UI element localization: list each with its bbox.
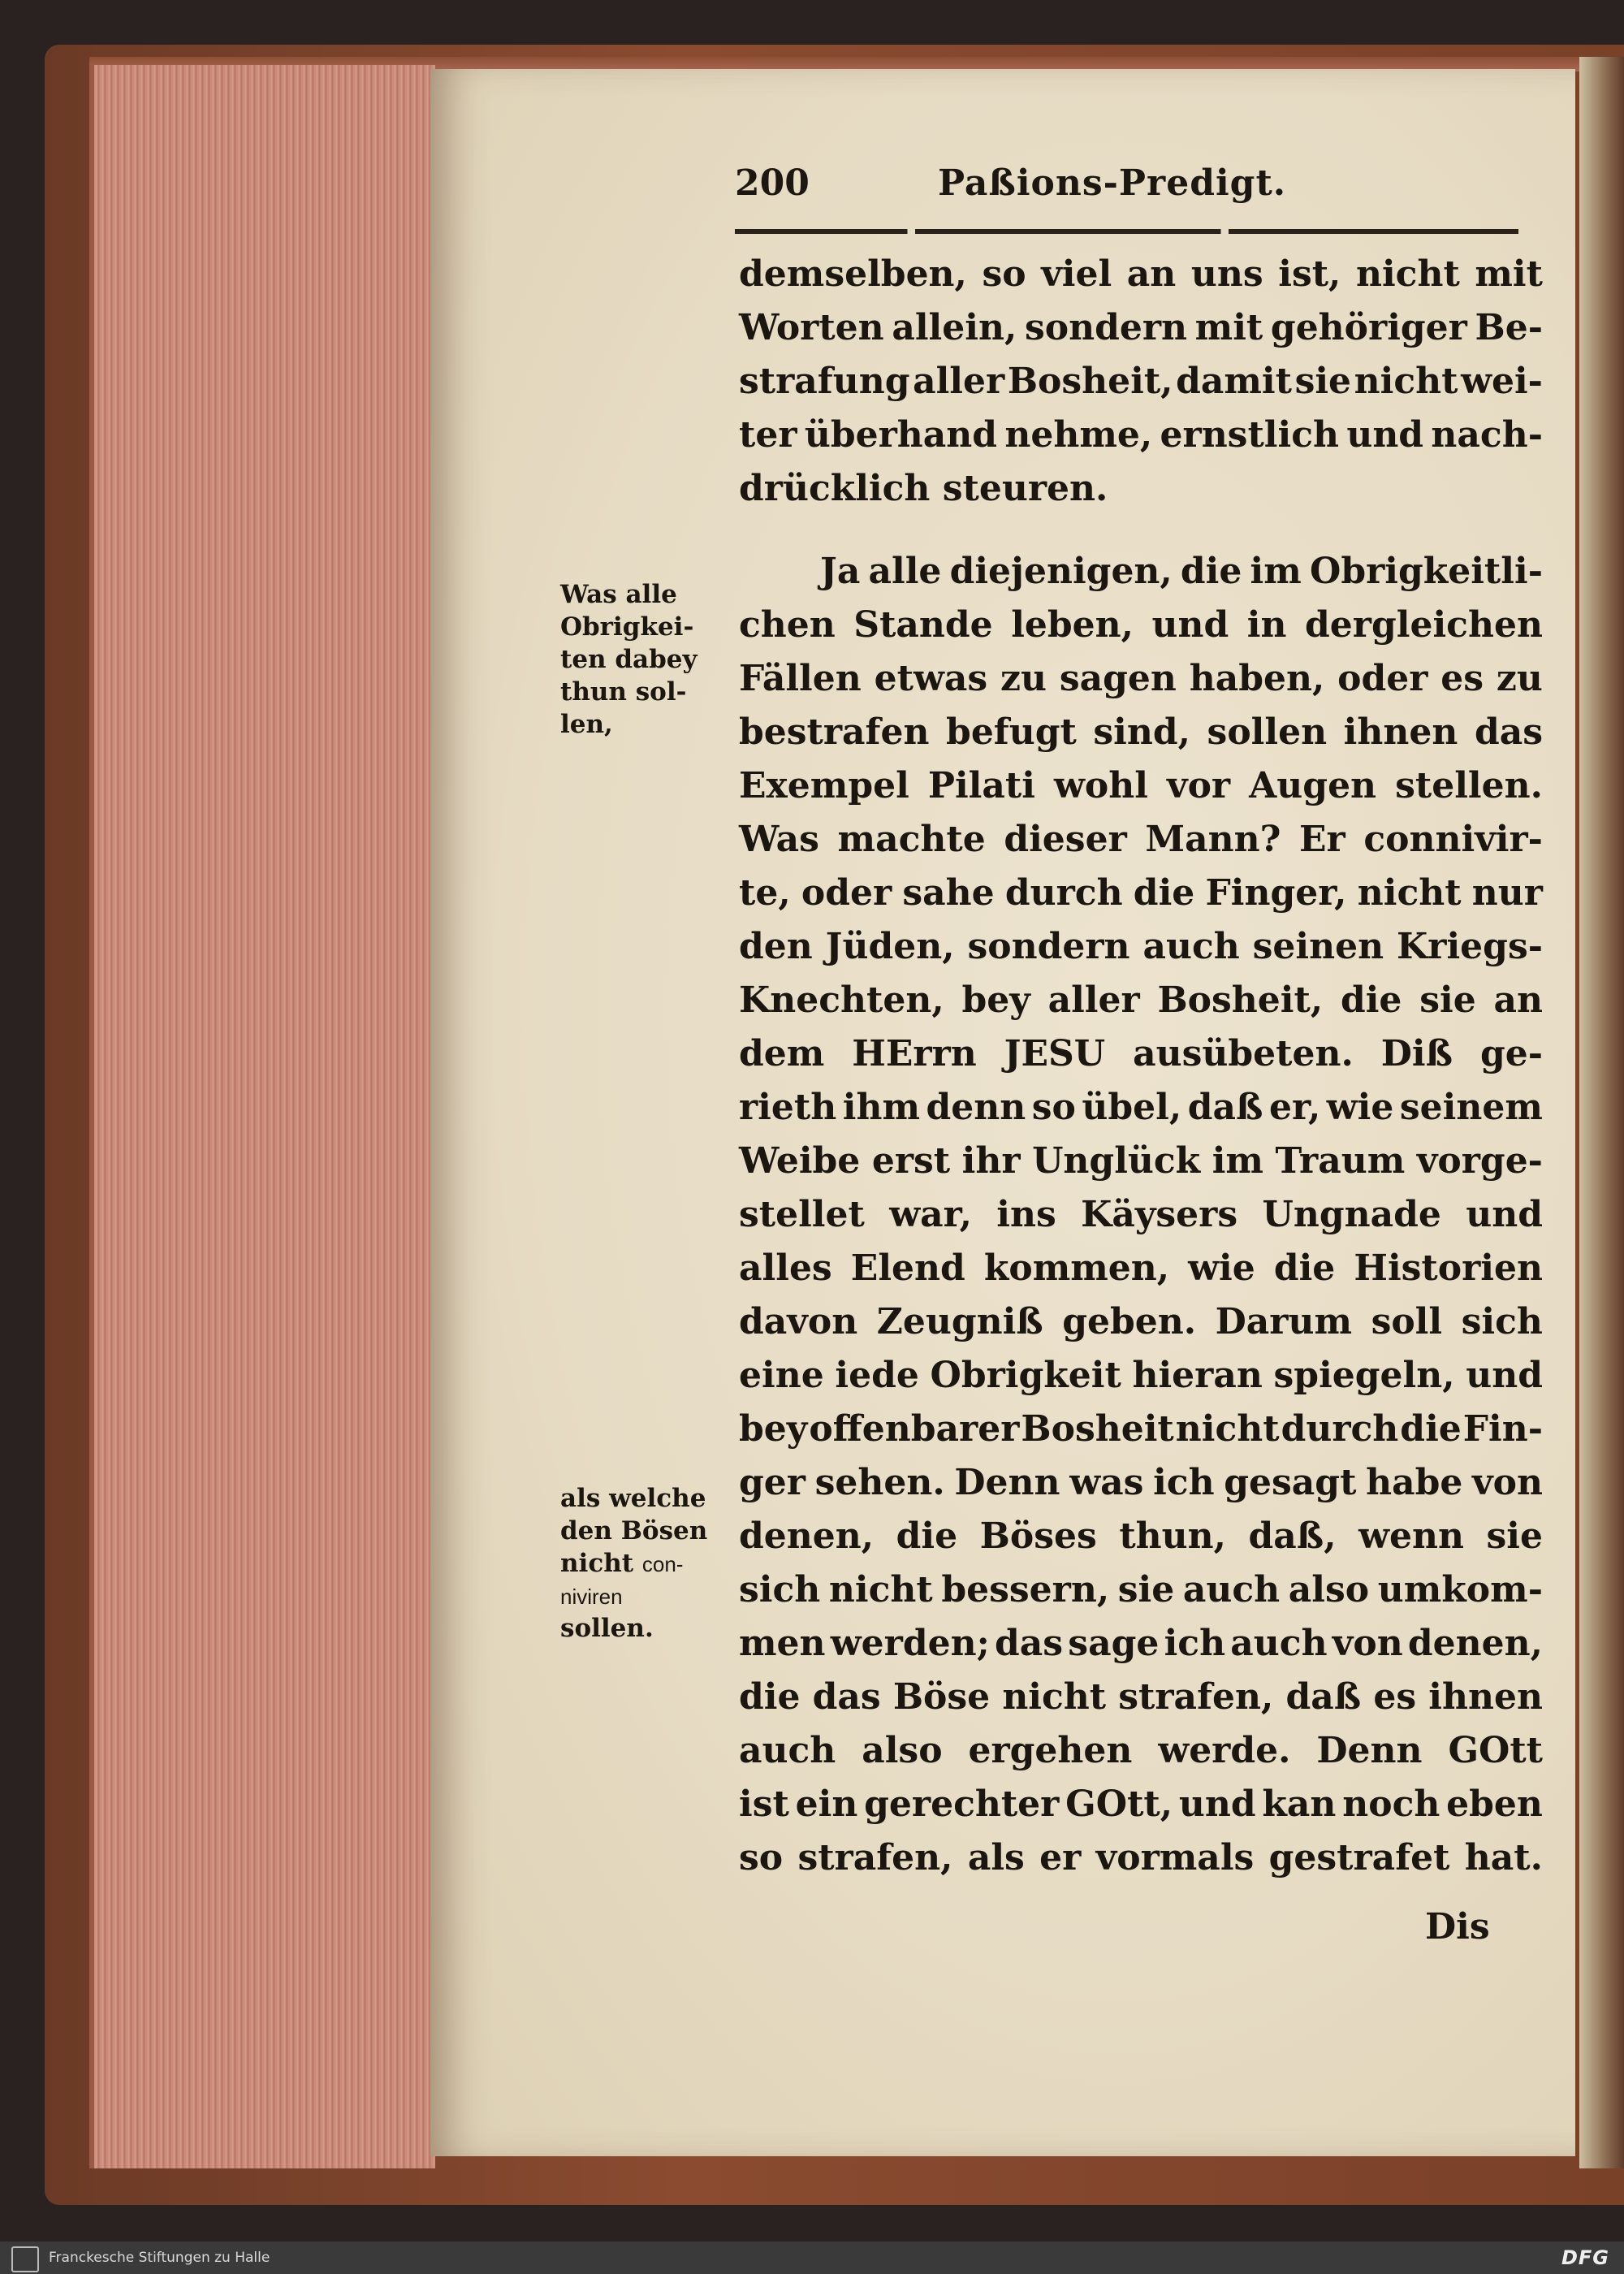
- word: eben: [1446, 1783, 1543, 1825]
- text-line: [739, 1188, 1543, 1242]
- word: Elend: [850, 1247, 965, 1289]
- text-line: [739, 1563, 1543, 1617]
- word: seinem: [1399, 1087, 1543, 1128]
- word: von: [1332, 1623, 1403, 1664]
- word: Stande: [853, 604, 993, 646]
- word: von: [1472, 1462, 1543, 1503]
- word: kommen,: [983, 1247, 1170, 1289]
- word: sie: [1419, 979, 1476, 1021]
- word: Böses: [979, 1515, 1097, 1557]
- word: er: [1039, 1837, 1082, 1878]
- word: ihnen: [1343, 711, 1458, 753]
- word: chen: [739, 604, 836, 646]
- word: Worten: [739, 307, 884, 348]
- word: nicht: [1175, 1408, 1280, 1450]
- word: nicht: [1357, 872, 1462, 914]
- word: ihnen: [1428, 1676, 1543, 1718]
- text-line: [739, 1617, 1543, 1671]
- word: aller: [913, 361, 1005, 402]
- word: als: [967, 1837, 1025, 1878]
- word: daß: [1285, 1676, 1362, 1718]
- text-line: drücklich steuren.: [739, 468, 1108, 509]
- word: bessern,: [941, 1569, 1110, 1610]
- text-line: [739, 301, 1543, 355]
- word: daß: [1187, 1087, 1263, 1128]
- word: bey: [961, 979, 1030, 1021]
- word: auch: [1142, 926, 1240, 967]
- catchword: Dis: [1425, 1906, 1490, 1948]
- word: war,: [889, 1194, 972, 1235]
- word: so: [982, 253, 1026, 295]
- word: Knechten,: [739, 979, 944, 1021]
- word: thun,: [1119, 1515, 1226, 1557]
- word: sehen.: [814, 1462, 945, 1503]
- text-line: [739, 759, 1543, 813]
- word: im: [1250, 551, 1302, 592]
- text-line: [739, 1671, 1543, 1724]
- word: ter: [739, 414, 797, 456]
- margin-word-latin: con-: [641, 1552, 684, 1576]
- word: denen,: [1407, 1623, 1543, 1664]
- word: was: [1069, 1462, 1144, 1503]
- word: zu: [1000, 658, 1047, 699]
- word: Denn: [954, 1462, 1060, 1503]
- word: JESU: [1004, 1033, 1106, 1074]
- word: sind,: [1093, 711, 1190, 753]
- word: denen,: [739, 1515, 875, 1557]
- word: wie: [1326, 1087, 1394, 1128]
- word: sondern: [1024, 307, 1187, 348]
- word: an: [1493, 979, 1543, 1021]
- word: nicht: [1355, 253, 1460, 295]
- footer-bar: [0, 2242, 1624, 2274]
- word: allein,: [892, 307, 1017, 348]
- word: ein: [795, 1783, 858, 1825]
- margin-line: sollen.: [560, 1614, 654, 1643]
- word: Käysers: [1081, 1194, 1238, 1235]
- word: ernstlich: [1160, 414, 1339, 456]
- word: befugt: [946, 711, 1077, 753]
- text-line: [739, 813, 1543, 867]
- word: davon: [739, 1301, 858, 1342]
- margin-line: thun sol-: [560, 677, 687, 707]
- margin-line: als welche: [560, 1484, 706, 1513]
- word: das: [995, 1623, 1064, 1664]
- word: so: [1031, 1087, 1076, 1128]
- word: oder: [1337, 658, 1428, 699]
- word: oder: [801, 872, 892, 914]
- word: Obrigkeit: [930, 1355, 1121, 1396]
- margin-word: nicht: [560, 1549, 634, 1578]
- word: hat.: [1464, 1837, 1543, 1878]
- word: auch: [1182, 1569, 1281, 1610]
- word: nicht: [1002, 1676, 1107, 1718]
- word: Bosheit,: [1007, 361, 1173, 402]
- margin-line: len,: [560, 710, 613, 739]
- word: dergleichen: [1305, 604, 1543, 646]
- text-line: [739, 706, 1543, 759]
- word: sich: [1461, 1301, 1543, 1342]
- text-line: [739, 652, 1543, 706]
- binding-strip: [1579, 57, 1624, 2168]
- word: übel,: [1082, 1087, 1182, 1128]
- margin-word-latin: niviren: [560, 1584, 623, 1609]
- word: strafen,: [1118, 1676, 1274, 1718]
- text-line: [739, 1724, 1543, 1778]
- word: hieran: [1132, 1355, 1263, 1396]
- word: werden;: [830, 1623, 990, 1664]
- word: connivir-: [1363, 819, 1543, 860]
- word: aller: [1047, 979, 1140, 1021]
- text-line: [739, 1831, 1543, 1885]
- word: ihr: [961, 1140, 1021, 1182]
- word: also: [1288, 1569, 1370, 1610]
- word: leben,: [1011, 604, 1134, 646]
- word: Be-: [1475, 307, 1543, 348]
- word: bey: [739, 1408, 808, 1450]
- word: Bosheit,: [1157, 979, 1324, 1021]
- word: Obrigkeitli-: [1309, 551, 1543, 592]
- word: Mann?: [1145, 819, 1281, 860]
- word: Finger,: [1205, 872, 1347, 914]
- word: werde.: [1158, 1730, 1291, 1771]
- word: nach-: [1431, 414, 1543, 456]
- word: ist,: [1278, 253, 1341, 295]
- margin-line: Was alle: [560, 580, 677, 609]
- word: stellen.: [1395, 765, 1543, 806]
- institution-credit: Franckesche Stiftungen zu Halle: [49, 2250, 270, 2266]
- word: sage: [1068, 1623, 1160, 1664]
- text-line: [739, 974, 1543, 1027]
- word: sie: [1117, 1569, 1175, 1610]
- word: kan: [1262, 1783, 1337, 1825]
- header-rule: [735, 229, 1518, 234]
- text-line: [739, 1778, 1543, 1831]
- dfg-logo: DFG: [1561, 2246, 1609, 2269]
- word: Ja: [820, 551, 861, 592]
- margin-line: [560, 1547, 735, 1580]
- word: ist: [739, 1783, 789, 1825]
- word: vor: [1167, 765, 1231, 806]
- text-line: [739, 545, 1543, 599]
- word: etwas: [874, 658, 988, 699]
- word: durch: [1281, 1408, 1399, 1450]
- word: habe: [1366, 1462, 1463, 1503]
- word: mit: [1475, 253, 1543, 295]
- word: haben,: [1189, 658, 1325, 699]
- running-title: Paßions-Predigt.: [938, 162, 1287, 204]
- word: an: [1126, 253, 1177, 295]
- word: spiegeln,: [1273, 1355, 1455, 1396]
- word: HErrn: [852, 1033, 977, 1074]
- word: GOtt: [1448, 1730, 1543, 1771]
- word: sagen: [1059, 658, 1177, 699]
- margin-note-obrigkeit: [560, 578, 735, 741]
- word: viel: [1041, 253, 1112, 295]
- text-line: [739, 1242, 1543, 1295]
- word: iede: [835, 1355, 919, 1396]
- page-block-edge: [89, 65, 435, 2168]
- word: noch: [1342, 1783, 1440, 1825]
- word: geben.: [1062, 1301, 1197, 1342]
- word: auch: [739, 1730, 836, 1771]
- word: Historien: [1354, 1247, 1543, 1289]
- word: nehme,: [1004, 414, 1153, 456]
- word: soll: [1371, 1301, 1443, 1342]
- word: Ungnade: [1262, 1194, 1441, 1235]
- word: Weibe: [739, 1140, 861, 1182]
- word: die: [1180, 551, 1242, 592]
- word: die: [1400, 1408, 1462, 1450]
- text-line: [739, 248, 1543, 301]
- word: ihm: [842, 1087, 920, 1128]
- word: sie: [1294, 361, 1352, 402]
- word: gerechter: [864, 1783, 1060, 1825]
- word: demselben,: [739, 253, 967, 295]
- word: Bosheit: [1021, 1408, 1174, 1450]
- word: dem: [739, 1033, 825, 1074]
- word: strafen,: [797, 1837, 953, 1878]
- margin-line: den Bösen: [560, 1516, 708, 1546]
- word: die: [896, 1515, 958, 1557]
- word: Pilati: [927, 765, 1035, 806]
- text-line: [739, 1081, 1543, 1135]
- word: auch: [1230, 1623, 1328, 1664]
- text-line: [739, 867, 1543, 920]
- text-line: [739, 355, 1543, 409]
- word: also: [862, 1730, 943, 1771]
- page-number: 200: [735, 162, 810, 204]
- word: wenn: [1358, 1515, 1464, 1557]
- word: nicht: [828, 1569, 933, 1610]
- word: gestrafet: [1268, 1837, 1450, 1878]
- word: ergehen: [968, 1730, 1133, 1771]
- word: Was: [739, 819, 819, 860]
- word: ins: [996, 1194, 1056, 1235]
- word: damit: [1176, 361, 1292, 402]
- word: er,: [1268, 1087, 1321, 1128]
- word: ger: [739, 1462, 806, 1503]
- institution-crest-icon: [11, 2246, 39, 2272]
- word: wohl: [1054, 765, 1148, 806]
- word: men: [739, 1623, 826, 1664]
- word: alles: [739, 1247, 832, 1289]
- body-text: [739, 248, 1543, 1885]
- word: dieser: [1004, 819, 1127, 860]
- word: daß,: [1248, 1515, 1337, 1557]
- word: ge-: [1479, 1033, 1543, 1074]
- word: erst: [871, 1140, 951, 1182]
- word: ich: [1164, 1623, 1226, 1664]
- word: nur: [1471, 872, 1543, 914]
- text-line: [739, 920, 1543, 974]
- word: Böse: [892, 1676, 991, 1718]
- word: und: [1346, 414, 1424, 456]
- word: Augen: [1249, 765, 1377, 806]
- word: Kriegs-: [1397, 926, 1543, 967]
- word: strafung: [739, 361, 910, 402]
- margin-line: [560, 1580, 735, 1612]
- word: in: [1246, 604, 1287, 646]
- word: zu: [1496, 658, 1543, 699]
- word: und: [1178, 1783, 1256, 1825]
- word: eine: [739, 1355, 824, 1396]
- word: sollen: [1207, 711, 1328, 753]
- word: überhand: [804, 414, 998, 456]
- word: Diß: [1380, 1033, 1453, 1074]
- word: und: [1151, 604, 1229, 646]
- word: uns: [1190, 253, 1263, 295]
- word: te,: [739, 872, 791, 914]
- word: nicht: [1354, 361, 1458, 402]
- text-line: [739, 409, 1543, 462]
- word: gesagt: [1224, 1462, 1357, 1503]
- word: die: [1273, 1247, 1336, 1289]
- text-line: [739, 599, 1543, 652]
- word: Denn: [1316, 1730, 1423, 1771]
- running-head: [735, 162, 1522, 211]
- margin-note-conniviren: [560, 1482, 735, 1645]
- word: mit: [1194, 307, 1263, 348]
- word: es: [1373, 1676, 1417, 1718]
- word: wie: [1188, 1247, 1255, 1289]
- word: sondern: [967, 926, 1130, 967]
- text-line: [739, 1349, 1543, 1403]
- text-line: [739, 1135, 1543, 1188]
- word: Zeugniß: [876, 1301, 1043, 1342]
- word: im: [1212, 1140, 1263, 1182]
- word: und: [1466, 1194, 1543, 1235]
- margin-line: ten dabey: [560, 645, 698, 674]
- word: gehöriger: [1270, 307, 1467, 348]
- margin-line: Obrigkei-: [560, 612, 694, 642]
- word: das: [1474, 711, 1543, 753]
- text-line: [739, 1295, 1543, 1349]
- word: seinen: [1252, 926, 1384, 967]
- word: die: [1133, 872, 1195, 914]
- word: rieth: [739, 1087, 837, 1128]
- word: ausübeten.: [1133, 1033, 1354, 1074]
- word: sahe: [902, 872, 995, 914]
- word: Darum: [1215, 1301, 1353, 1342]
- text-line: [739, 1456, 1543, 1510]
- word: Unglück: [1032, 1140, 1201, 1182]
- text-line: [739, 1510, 1543, 1563]
- word: machte: [837, 819, 986, 860]
- word: Exempel: [739, 765, 909, 806]
- word: Jüden,: [825, 926, 955, 967]
- word: stellet: [739, 1194, 865, 1235]
- word: denn: [926, 1087, 1026, 1128]
- word: GOtt,: [1065, 1783, 1173, 1825]
- word: ich: [1153, 1462, 1215, 1503]
- word: das: [812, 1676, 881, 1718]
- word: Traum: [1275, 1140, 1406, 1182]
- word: Fällen: [739, 658, 862, 699]
- word: den: [739, 926, 813, 967]
- word: und: [1466, 1355, 1543, 1396]
- word: sie: [1486, 1515, 1543, 1557]
- word: wei-: [1461, 361, 1543, 402]
- word: diejenigen,: [949, 551, 1173, 592]
- word: durch: [1004, 872, 1123, 914]
- word: die: [739, 1676, 801, 1718]
- word: es: [1440, 658, 1484, 699]
- word: sich: [739, 1569, 821, 1610]
- word: bestrafen: [739, 711, 930, 753]
- word: die: [1340, 979, 1402, 1021]
- word: vorge-: [1416, 1140, 1543, 1182]
- word: umkom-: [1377, 1569, 1543, 1610]
- text-line: [739, 1027, 1543, 1081]
- word: vormals: [1095, 1837, 1255, 1878]
- word: offenbarer: [809, 1408, 1020, 1450]
- word: Er: [1299, 819, 1345, 860]
- text-line: [739, 1403, 1543, 1456]
- word: alle: [868, 551, 942, 592]
- word: so: [739, 1837, 784, 1878]
- word: Fin-: [1462, 1408, 1543, 1450]
